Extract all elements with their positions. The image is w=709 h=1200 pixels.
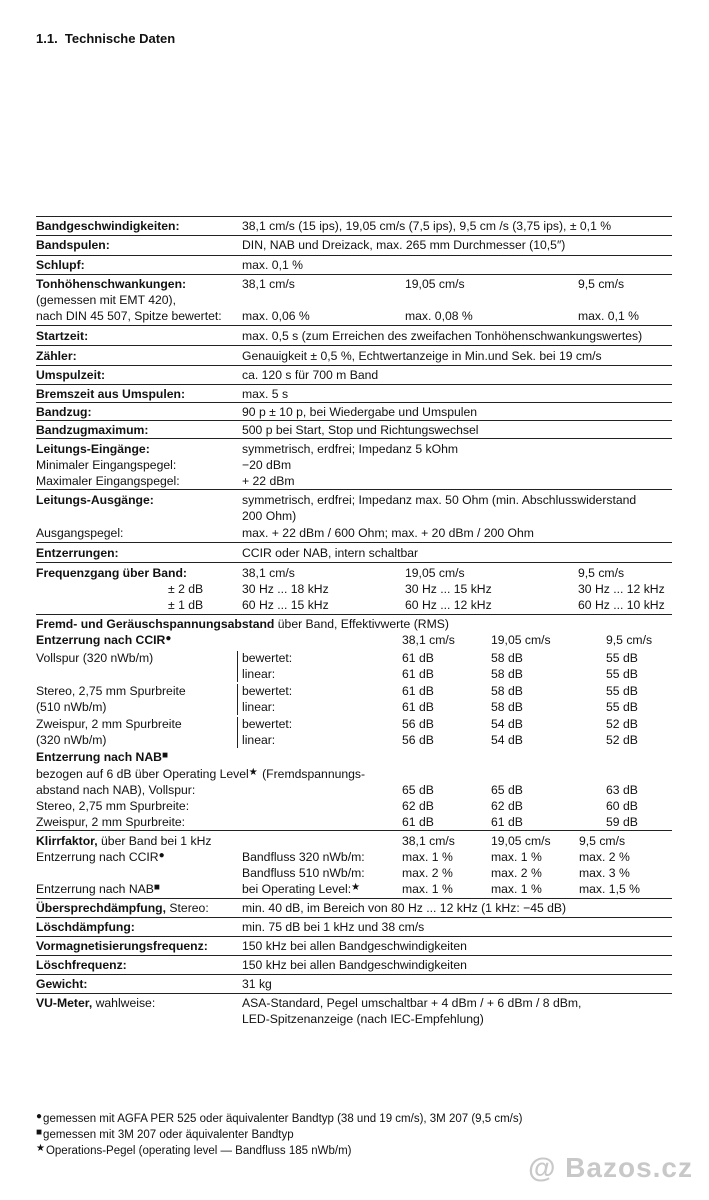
thd-nab <box>36 882 161 898</box>
snr-value: 60 dB <box>606 799 638 813</box>
rule <box>36 384 672 385</box>
spec-label-vu <box>36 996 155 1011</box>
thd-value: max. 2 % <box>491 866 542 880</box>
snr-value: 54 dB <box>491 717 523 731</box>
spec-label-line-in: Leitungs-Eingänge: <box>36 442 150 456</box>
snr-value: 58 dB <box>491 684 523 698</box>
rule <box>36 993 672 994</box>
star-marker-icon: ★ <box>248 767 258 778</box>
thd-value: max. 2 % <box>579 850 630 864</box>
snr-nab-note <box>36 767 365 783</box>
thd-flux-label <box>242 882 361 898</box>
rule <box>36 542 672 543</box>
watermark: @ Bazos.cz <box>528 1152 693 1183</box>
thd-nab-label: Entzerrung nach NAB <box>36 882 154 896</box>
section-heading <box>36 31 175 46</box>
flutter-value: max. 0,06 % <box>242 309 310 323</box>
square-marker-icon: ■ <box>161 750 168 761</box>
square-marker-icon: ■ <box>36 1127 43 1138</box>
section-number: 1.1. <box>36 31 58 46</box>
snr-nab-full: abstand nach NAB), Vollspur: <box>36 783 196 797</box>
thd-label-bold: Klirrfaktor, <box>36 834 98 848</box>
flutter-value: max. 0,08 % <box>405 309 473 323</box>
spec-value-line-in: symmetrisch, erdfrei; Impedanz 5 kOhm <box>242 442 459 456</box>
thd-speed: 9,5 cm/s <box>579 834 626 848</box>
spec-label-brake: Bremszeit aus Umspulen: <box>36 387 185 401</box>
rule <box>36 216 672 217</box>
thd-value: max. 1 % <box>491 882 542 896</box>
freq-speed: 9,5 cm/s <box>578 566 625 580</box>
snr-value: 55 dB <box>606 651 638 665</box>
line-in-min-value: −20 dBm <box>242 458 292 472</box>
rule <box>36 420 672 421</box>
flutter-speed: 38,1 cm/s <box>242 277 295 291</box>
snr-linear-label: linear: <box>242 733 276 747</box>
spec-label-snr <box>36 617 449 632</box>
dot-marker-icon: ● <box>158 850 165 861</box>
snr-linear-label: linear: <box>242 700 276 714</box>
snr-nab-note-text: bezogen auf 6 dB über Operating Level <box>36 767 249 781</box>
snr-value: 59 dB <box>606 815 638 829</box>
freq-range: 30 Hz ... 18 kHz <box>242 582 329 596</box>
snr-stereo: Stereo, 2,75 mm Spurbreite <box>36 684 186 698</box>
snr-twin-flux: (320 nWb/m) <box>36 733 107 747</box>
snr-value: 58 dB <box>491 651 523 665</box>
snr-nab-twin: Zweispur, 2 mm Spurbreite: <box>36 815 186 829</box>
spec-value-slip: max. 0,1 % <box>242 258 303 272</box>
snr-value: 61 dB <box>491 815 523 829</box>
spec-value-tension: 90 p ± 10 p, bei Wiedergabe und Umspulen <box>242 405 478 419</box>
snr-value: 55 dB <box>606 684 638 698</box>
flutter-value: max. 0,1 % <box>578 309 639 323</box>
thd-flux-label: Bandfluss 510 nWb/m: <box>242 866 365 880</box>
snr-value: 58 dB <box>491 667 523 681</box>
bracket <box>237 684 238 715</box>
spec-label-erase: Löschdämpfung: <box>36 920 135 934</box>
spec-label-tension: Bandzug: <box>36 405 92 419</box>
freq-speed: 19,05 cm/s <box>405 566 465 580</box>
freq-tolerance: ± 1 dB <box>168 598 204 612</box>
vu-label-rest: wahlweise: <box>92 996 156 1010</box>
rule <box>36 936 672 937</box>
section-title: Technische Daten <box>64 31 176 46</box>
spec-value-reels: DIN, NAB und Dreizack, max. 265 mm Durchmesser (10,5″) <box>242 238 566 252</box>
snr-weighted-label: bewertet: <box>242 717 293 731</box>
vu-label-bold: VU-Meter, <box>36 996 93 1010</box>
dot-marker-icon: ● <box>36 1111 43 1122</box>
line-in-max-label: Maximaler Eingangspegel: <box>36 474 180 488</box>
thd-ccir-label: Entzerrung nach CCIR <box>36 850 159 864</box>
snr-nab-heading <box>36 750 169 766</box>
snr-value: 63 dB <box>606 783 638 797</box>
thd-value: max. 1 % <box>491 850 542 864</box>
spec-label-start: Startzeit: <box>36 329 89 343</box>
spec-value-erase: min. 75 dB bei 1 kHz und 38 cm/s <box>242 920 425 934</box>
rule <box>36 830 672 831</box>
freq-range: 30 Hz ... 12 kHz <box>578 582 665 596</box>
snr-label-rest: über Band, Effektivwerte (RMS) <box>274 617 449 631</box>
spec-label-flutter: Tonhöhenschwankungen: <box>36 277 187 291</box>
snr-speed: 19,05 cm/s <box>491 633 551 647</box>
rule <box>36 438 672 439</box>
snr-value: 52 dB <box>606 733 638 747</box>
output-level-label: Ausgangspegel: <box>36 526 124 540</box>
snr-value: 61 dB <box>402 815 434 829</box>
rule <box>36 235 672 236</box>
snr-value: 61 dB <box>402 700 434 714</box>
freq-range: 60 Hz ... 12 kHz <box>405 598 492 612</box>
spec-label-reels: Bandspulen: <box>36 238 110 252</box>
spec-value-line-out-cont: 200 Ohm) <box>242 509 297 523</box>
thd-speed: 38,1 cm/s <box>402 834 455 848</box>
line-in-max-value: + 22 dBm <box>242 474 295 488</box>
flutter-speed: 9,5 cm/s <box>578 277 625 291</box>
spec-label-tension-max: Bandzugmaximum: <box>36 423 149 437</box>
dot-marker-icon: ● <box>165 633 172 644</box>
snr-speed: 9,5 cm/s <box>606 633 653 647</box>
freq-range: 30 Hz ... 15 kHz <box>405 582 492 596</box>
snr-stereo-flux: (510 nWb/m) <box>36 700 107 714</box>
thd-value: max. 1,5 % <box>579 882 640 896</box>
spec-label-freq: Frequenzgang über Band: <box>36 566 187 580</box>
spec-label-thd <box>36 834 211 849</box>
spec-label-counter: Zähler: <box>36 349 77 363</box>
footnote-text: Operations-Pegel (operating level — Bandfluss 185 nWb/m) <box>45 1145 352 1157</box>
footnote-star <box>36 1144 352 1159</box>
star-marker-icon: ★ <box>351 882 361 893</box>
thd-value: max. 1 % <box>402 882 453 896</box>
spec-label-speeds: Bandgeschwindigkeiten: <box>36 219 180 233</box>
spec-value-erase-freq: 150 kHz bei allen Bandgeschwindigkeiten <box>242 958 467 972</box>
snr-linear-label: linear: <box>242 667 276 681</box>
star-marker-icon: ★ <box>36 1143 45 1154</box>
rule <box>36 917 672 918</box>
thd-ccir <box>36 850 166 866</box>
thd-speed: 19,05 cm/s <box>491 834 551 848</box>
snr-value: 62 dB <box>402 799 434 813</box>
spec-value-brake: max. 5 s <box>242 387 289 401</box>
thd-label-rest: über Band bei 1 kHz <box>97 834 212 848</box>
footnote-text: gemessen mit 3M 207 oder äquivalenter Bandtyp <box>43 1129 294 1141</box>
spec-value-crosstalk: min. 40 dB, im Bereich von 80 Hz ... 12 kHz (1 kHz: −45 dB) <box>242 901 567 915</box>
rule <box>36 255 672 256</box>
flutter-note: (gemessen mit EMT 420), <box>36 293 176 307</box>
crosstalk-label-bold: Übersprechdämpfung, <box>36 901 167 915</box>
snr-twin: Zweispur, 2 mm Spurbreite <box>36 717 182 731</box>
spec-label-eq: Entzerrungen: <box>36 546 119 560</box>
rule <box>36 325 672 326</box>
rule <box>36 274 672 275</box>
thd-flux-label: Bandfluss 320 nWb/m: <box>242 850 365 864</box>
snr-value: 65 dB <box>491 783 523 797</box>
flutter-note: nach DIN 45 507, Spitze bewertet: <box>36 309 222 323</box>
thd-value: max. 3 % <box>579 866 630 880</box>
snr-value: 52 dB <box>606 717 638 731</box>
snr-value: 65 dB <box>402 783 434 797</box>
snr-ccir-label: Entzerrung nach CCIR <box>36 633 166 647</box>
rule <box>36 562 672 563</box>
spec-value-eq: CCIR oder NAB, intern schaltbar <box>242 546 419 560</box>
snr-nab-label: Entzerrung nach NAB <box>36 750 162 764</box>
bracket <box>237 651 238 682</box>
spec-value-rewind: ca. 120 s für 700 m Band <box>242 368 379 382</box>
rule <box>36 365 672 366</box>
crosstalk-label-rest: Stereo: <box>166 901 209 915</box>
snr-ccir-heading <box>36 633 172 649</box>
snr-value: 62 dB <box>491 799 523 813</box>
snr-value: 56 dB <box>402 717 434 731</box>
snr-value: 55 dB <box>606 700 638 714</box>
snr-nab-note-text: (Fremdspannungs- <box>258 767 366 781</box>
snr-label-bold: Fremd- und Geräuschspannungsabstand <box>36 617 275 631</box>
rule <box>36 345 672 346</box>
spec-label-line-out: Leitungs-Ausgänge: <box>36 493 154 507</box>
footnote-square <box>36 1128 294 1143</box>
footnote-dot <box>36 1112 522 1127</box>
snr-speed: 38,1 cm/s <box>402 633 455 647</box>
output-level-value: max. + 22 dBm / 600 Ohm; max. + 20 dBm / 200 Ohm <box>242 526 534 540</box>
line-in-min-label: Minimaler Eingangspegel: <box>36 458 177 472</box>
spec-value-vu-cont: LED-Spitzenanzeige (nach IEC-Empfehlung) <box>242 1012 484 1026</box>
rule <box>36 898 672 899</box>
spec-value-weight: 31 kg <box>242 977 272 991</box>
square-marker-icon: ■ <box>153 882 160 893</box>
spec-value-counter: Genauigkeit ± 0,5 %, Echtwertanzeige in Min.und Sek. bei 19 cm/s <box>242 349 602 363</box>
snr-value: 54 dB <box>491 733 523 747</box>
snr-full-track: Vollspur (320 nWb/m) <box>36 651 154 665</box>
rule <box>36 402 672 403</box>
rule <box>36 974 672 975</box>
snr-value: 58 dB <box>491 700 523 714</box>
rule <box>36 489 672 490</box>
spec-label-weight: Gewicht: <box>36 977 88 991</box>
snr-value: 61 dB <box>402 684 434 698</box>
freq-speed: 38,1 cm/s <box>242 566 295 580</box>
spec-label-erase-freq: Löschfrequenz: <box>36 958 127 972</box>
spec-label-crosstalk <box>36 901 209 916</box>
spec-label-rewind: Umspulzeit: <box>36 368 106 382</box>
spec-value-bias: 150 kHz bei allen Bandgeschwindigkeiten <box>242 939 467 953</box>
spec-label-slip: Schlupf: <box>36 258 85 272</box>
freq-tolerance: ± 2 dB <box>168 582 204 596</box>
thd-value: max. 2 % <box>402 866 453 880</box>
rule <box>36 614 672 615</box>
spec-value-start: max. 0,5 s (zum Erreichen des zweifachen Tonhöhenschwankungswertes) <box>242 329 643 343</box>
thd-value: max. 1 % <box>402 850 453 864</box>
freq-range: 60 Hz ... 10 kHz <box>578 598 665 612</box>
footnote-text: gemessen mit AGFA PER 525 oder äquivalenter Bandtyp (38 und 19 cm/s), 3M 207 (9,5 cm/s) <box>43 1113 523 1125</box>
flutter-speed: 19,05 cm/s <box>405 277 465 291</box>
bracket <box>237 717 238 748</box>
spec-label-bias: Vormagnetisierungsfrequenz: <box>36 939 208 953</box>
thd-operating-label: bei Operating Level: <box>242 882 352 896</box>
snr-nab-stereo: Stereo, 2,75 mm Spurbreite: <box>36 799 190 813</box>
spec-value-tension-max: 500 p bei Start, Stop und Richtungswechsel <box>242 423 479 437</box>
spec-value-speeds: 38,1 cm/s (15 ips), 19,05 cm/s (7,5 ips), 9,5 cm /s (3,75 ips), ± 0,1 % <box>242 219 612 233</box>
spec-value-line-out: symmetrisch, erdfrei; Impedanz max. 50 Ohm (min. Abschlusswiderstand <box>242 493 637 507</box>
freq-range: 60 Hz ... 15 kHz <box>242 598 329 612</box>
rule <box>36 955 672 956</box>
snr-value: 61 dB <box>402 667 434 681</box>
snr-value: 56 dB <box>402 733 434 747</box>
snr-value: 61 dB <box>402 651 434 665</box>
snr-value: 55 dB <box>606 667 638 681</box>
snr-weighted-label: bewertet: <box>242 684 293 698</box>
spec-value-vu: ASA-Standard, Pegel umschaltbar + 4 dBm / + 6 dBm / 8 dBm, <box>242 996 582 1010</box>
snr-weighted-label: bewertet: <box>242 651 293 665</box>
